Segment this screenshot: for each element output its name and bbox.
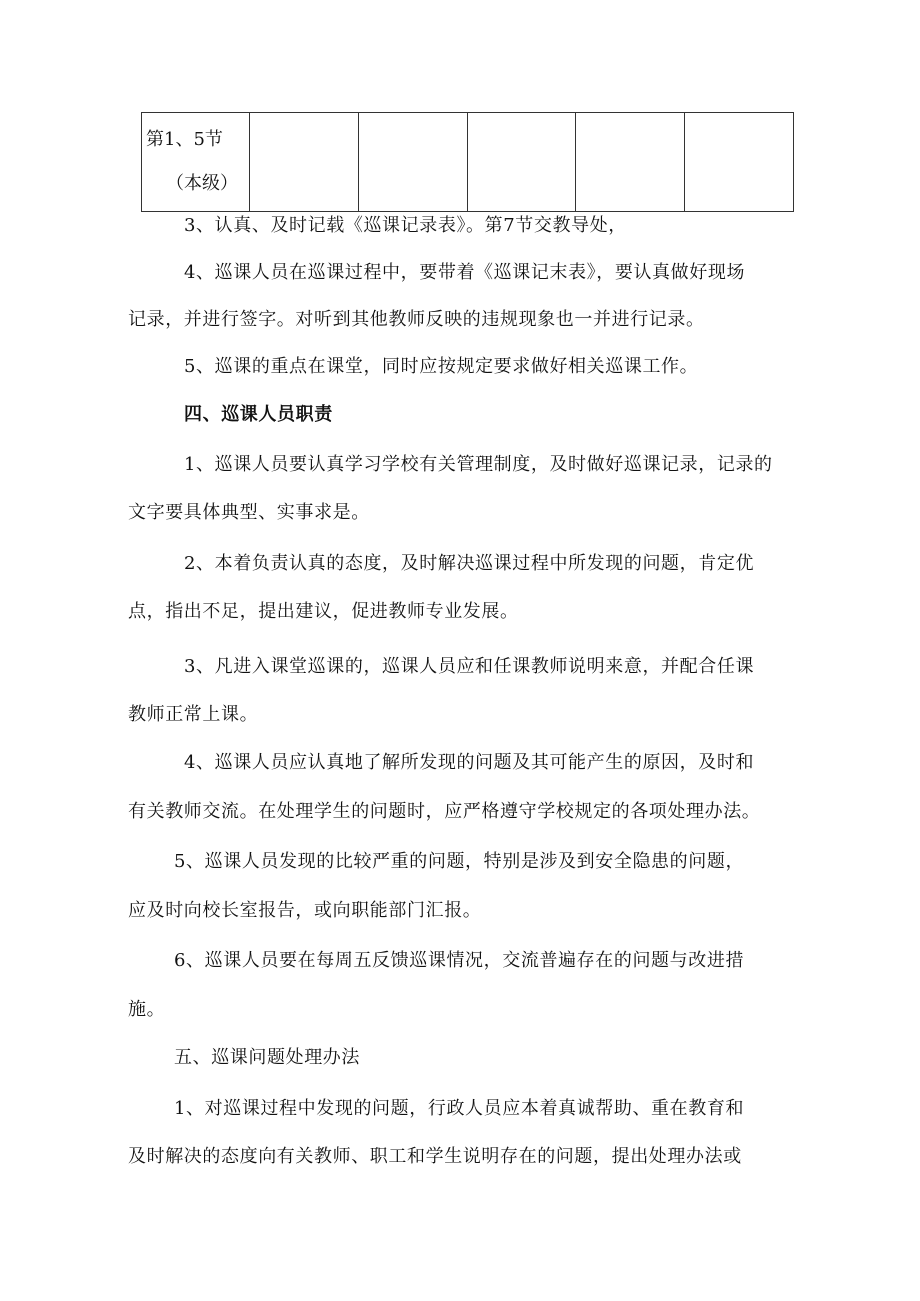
list-item-line: 及时解决的态度向有关教师、职工和学生说明存在的问题，提出处理办法或 <box>128 1146 742 1167</box>
table-cell <box>358 113 467 212</box>
list-item-line: 应及时向校长室报告，或向职能部门汇报。 <box>128 900 482 921</box>
paragraph-line: 记录，并进行签字。对听到其他教师反映的违规现象也一并进行记录。 <box>128 309 705 330</box>
list-item-line: 文字要具体典型、实事求是。 <box>128 502 370 523</box>
row-label-line1: 第1、5节 <box>146 129 223 150</box>
list-item-line: 施。 <box>128 999 166 1020</box>
table-row-label-cell <box>142 113 250 212</box>
list-item-line: 3、凡进入课堂巡课的，巡课人员应和任课教师说明来意，并配合任课 <box>184 656 755 677</box>
paragraph-line: 3、认真、及时记载《巡课记录表》。第7节交教导处， <box>184 215 627 236</box>
table-cell <box>576 113 685 212</box>
schedule-table <box>141 112 794 212</box>
row-label-line2: （本级） <box>166 173 238 194</box>
list-item-line: 6、巡课人员要在每周五反馈巡课情况，交流普遍存在的问题与改进措 <box>174 950 745 971</box>
table-row <box>142 113 794 212</box>
list-item-line: 5、巡课人员发现的比较严重的问题，特别是涉及到安全隐患的问题， <box>174 851 745 872</box>
section-heading: 五、巡课问题处理办法 <box>174 1047 360 1068</box>
list-item-line: 2、本着负责认真的态度，及时解决巡课过程中所发现的问题，肯定优 <box>184 553 755 574</box>
table-cell <box>467 113 576 212</box>
list-item-line: 有关教师交流。在处理学生的问题时，应严格遵守学校规定的各项处理办法。 <box>128 801 761 822</box>
list-item-line: 1、对巡课过程中发现的问题，行政人员应本着真诚帮助、重在教育和 <box>174 1098 745 1119</box>
table-cell <box>250 113 359 212</box>
paragraph-line: 4、巡课人员在巡课过程中，要带着《巡课记末表》，要认真做好现场 <box>184 262 746 283</box>
paragraph-line: 5、巡课的重点在课堂，同时应按规定要求做好相关巡课工作。 <box>184 356 699 377</box>
list-item-line: 1、巡课人员要认真学习学校有关管理制度，及时做好巡课记录，记录的 <box>184 454 773 475</box>
list-item-line: 教师正常上课。 <box>128 704 259 725</box>
section-heading: 四、巡课人员职责 <box>184 404 333 425</box>
table-cell <box>685 113 794 212</box>
list-item-line: 点，指出不足，提出建议，促进教师专业发展。 <box>128 601 519 622</box>
list-item-line: 4、巡课人员应认真地了解所发现的问题及其可能产生的原因，及时和 <box>184 752 755 773</box>
